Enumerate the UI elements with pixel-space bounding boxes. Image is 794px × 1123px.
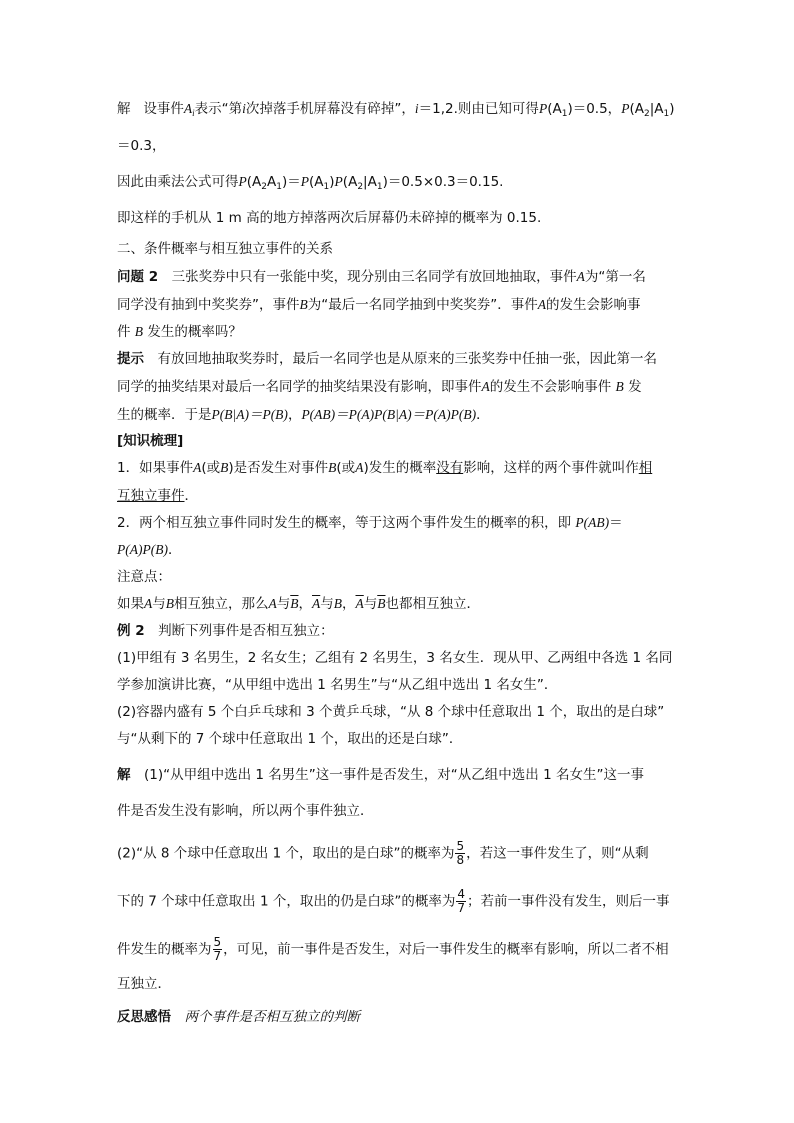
text: 互独立． <box>117 976 171 992</box>
text: 因此由乘法公式可得 <box>117 174 239 190</box>
text: 的发生会影响事 <box>546 297 641 313</box>
numerator: 5 <box>213 935 222 949</box>
note-heading <box>117 568 171 586</box>
text: )发生的概率 <box>363 460 437 476</box>
text: 件 <box>117 324 131 340</box>
text: |A <box>363 174 377 190</box>
example-solution-line-2 <box>117 802 374 820</box>
text: (2)“从 8 个球中任意取出 1 个，取出的是白球”的概率为 <box>117 845 455 862</box>
text: 即这样的手机从 1 m 高的地方掉落两次后屏幕仍未碎掉的概率为 0.15. <box>117 210 542 226</box>
sub: 2 <box>261 182 267 192</box>
denominator: 8 <box>456 853 465 867</box>
text: ，若这一事件发生了，则“从剩 <box>466 845 649 862</box>
sub: 1 <box>376 182 383 192</box>
var: B <box>328 460 337 475</box>
text: ＝ <box>609 515 623 531</box>
sub: 2 <box>643 109 650 119</box>
text: 生的概率．于是 <box>117 407 212 423</box>
text: ) <box>669 101 675 117</box>
example-solution-line-1 <box>117 766 644 784</box>
solution-label: 解 <box>117 101 131 117</box>
fill-blank: 相 <box>638 460 653 476</box>
text: 有放回地抽取奖券时，最后一名同学也是从原来的三张奖券中任抽一张，因此第一名 <box>144 351 657 367</box>
hint-line-2 <box>117 378 642 396</box>
var: P <box>300 174 310 189</box>
var: A <box>576 269 585 284</box>
text: (或 <box>336 460 356 476</box>
var: A <box>144 596 153 611</box>
text: 件是否发生没有影响，所以两个事件独立． <box>117 803 374 819</box>
text: ＝1,2.则由已知可得 <box>418 101 539 117</box>
example-part-1-line-1 <box>117 649 672 667</box>
var: B <box>134 324 144 339</box>
solution-line-4 <box>117 209 541 227</box>
example-part-2-line-1 <box>117 703 664 721</box>
text: 次掉落手机屏幕没有碎掉” <box>245 101 402 117</box>
text: ；若前一事件没有发生，则后一事 <box>466 893 670 910</box>
var: B <box>220 460 229 475</box>
knowledge-heading <box>117 432 183 450</box>
knowledge-item-1-line-2 <box>117 487 198 505</box>
var-complement: $\overline{A}$ <box>312 596 321 611</box>
var: P <box>238 174 247 189</box>
var: B <box>333 596 342 611</box>
reflection-label: 反思感悟 <box>117 1009 171 1025</box>
text: (A <box>246 174 262 190</box>
text: 1．如果事件 <box>117 460 194 476</box>
fraction-4-7 <box>456 888 466 915</box>
example-solution-line-5 <box>117 936 669 963</box>
text: 发 <box>628 379 642 395</box>
denominator: 7 <box>457 901 465 915</box>
text: 学参加演讲比赛，“从甲组中选出 1 名男生”与“从乙组中选出 1 名女生”． <box>117 677 558 693</box>
text: 也都相互独立． <box>385 596 480 612</box>
var: A <box>537 297 546 312</box>
text: ， <box>287 407 302 423</box>
formula: P(B|A)＝P(B) <box>211 407 288 422</box>
example-solution-line-6 <box>117 975 171 993</box>
text: 与 <box>276 596 291 612</box>
text: 设事件 <box>143 101 184 117</box>
text: 判断下列事件是否相互独立： <box>144 623 334 639</box>
fraction-5-7 <box>213 936 223 963</box>
text: )＝ <box>281 174 301 190</box>
text: |A <box>649 101 664 117</box>
text: )＝0.5， <box>567 101 622 117</box>
var: P <box>621 101 630 116</box>
var: i <box>414 101 419 116</box>
question-line-2 <box>117 296 641 314</box>
text: ． <box>476 407 490 423</box>
formula: P(A)P(B) <box>117 542 168 557</box>
text: 件发生的概率为 <box>117 941 212 958</box>
example-solution-line-3 <box>117 840 649 867</box>
text: )是否发生对事件 <box>228 460 329 476</box>
var: A <box>193 460 202 475</box>
heading-text: [知识梳理] <box>117 433 184 449</box>
sub: 1 <box>663 109 670 119</box>
var: A <box>268 596 277 611</box>
heading-text: 二、条件概率与相互独立事件的关系 <box>117 241 333 257</box>
text: 如果 <box>117 596 144 612</box>
text: 为“第一名 <box>584 269 646 285</box>
var: P <box>334 174 343 189</box>
sub: 1 <box>276 182 282 192</box>
text: 与 <box>152 596 166 612</box>
text: ，可见，前一事件是否发生，对后一事件发生的概率有影响，所以二者不相 <box>223 941 669 958</box>
formula: P(AB)＝P(A)P(B|A)＝P(A)P(B) <box>301 407 477 422</box>
text: (A <box>342 174 358 190</box>
solution-label: 解 <box>117 767 131 783</box>
denominator: 7 <box>213 949 222 963</box>
var-complement: $\overline{A}$ <box>355 596 364 611</box>
section-heading <box>117 240 333 258</box>
var-complement: $\overline{B}$ <box>377 596 386 611</box>
text: 为“最后一名同学抽到中奖奖券”．事件 <box>307 297 538 313</box>
sub: 1 <box>323 182 330 192</box>
question-line-3 <box>117 323 242 341</box>
text: 相互独立，那么 <box>174 596 269 612</box>
var-complement: $\overline{B}$ <box>290 596 299 611</box>
var: B <box>615 379 624 394</box>
text: ) <box>329 174 335 190</box>
solution-line-1: 解 设事件$A_i$表示“第i次掉落手机屏幕没有碎掉”，i＝1,2.则由已知可得$P(A_1)=0.5$，$P(A_2|A_1)$ <box>117 101 675 119</box>
sub: 1 <box>561 109 568 119</box>
solution-line-3 <box>117 173 503 196</box>
var: B <box>299 297 308 312</box>
fill-blank: 没有 <box>436 460 464 476</box>
text: ． <box>184 488 198 504</box>
numerator: 5 <box>456 839 465 853</box>
fill-blank: 互独立事件 <box>117 488 185 504</box>
example-solution-line-4 <box>117 888 669 915</box>
text: 与“从剩下的 7 个球中任意取出 1 个，取出的还是白球”． <box>117 731 463 747</box>
text: ． <box>167 542 182 558</box>
var: i <box>242 101 246 116</box>
text: 影响，这样的两个事件就叫作 <box>463 460 639 476</box>
text: (1)“从甲组中选出 1 名男生”这一事件是否发生，对“从乙组中选出 1 名女生”这一事 <box>130 767 644 783</box>
text: 同学没有抽到中奖奖券”，事件 <box>117 297 300 313</box>
var: A <box>481 379 490 394</box>
sub: 2 <box>357 182 364 192</box>
knowledge-item-2-line-2 <box>117 541 181 559</box>
reflection-title: 两个事件是否相互独立的判断 <box>171 1009 360 1025</box>
example-label: 例 2 <box>117 623 145 639</box>
text: 三张奖券中只有一张能中奖，现分别由三名同学有放回地抽取，事件 <box>158 269 577 285</box>
text: 的发生不会影响事件 <box>489 379 612 395</box>
sub: i <box>192 108 195 118</box>
text: (2)容器内盛有 5 个白乒乓球和 3 个黄乒乓球，“从 8 个球中任意取出 1 个，取出的是白球” <box>117 704 665 720</box>
text: ， <box>342 596 356 612</box>
text: 与 <box>320 596 334 612</box>
var: A <box>183 101 193 116</box>
text: (A <box>547 101 562 117</box>
text: )＝0.5×0.3＝0.15. <box>382 174 504 190</box>
var: B <box>165 596 174 611</box>
knowledge-item-1-line-1 <box>117 459 652 477</box>
example-heading <box>117 622 334 640</box>
text: 发生的概率吗？ <box>147 324 242 340</box>
text: 同学的抽奖结果对最后一名同学的抽奖结果没有影响，即事件 <box>117 379 482 395</box>
text: 注意点： <box>117 569 171 585</box>
text: (1)甲组有 3 名男生，2 名女生；乙组有 2 名男生，3 名女生．现从甲、乙两组中各选 1 名同 <box>117 650 673 666</box>
fraction-5-8 <box>455 840 465 867</box>
text: ＝0.3， <box>117 138 166 154</box>
question-line-1 <box>117 268 646 286</box>
hint-line-1 <box>117 350 657 368</box>
question-label: 问题 2 <box>117 269 159 285</box>
text: 表示“第 <box>194 101 243 117</box>
numerator: 4 <box>457 887 465 901</box>
text: (A <box>309 174 324 190</box>
reflection-line <box>117 1008 360 1026</box>
knowledge-item-2-line-1 <box>117 514 623 532</box>
hint-line-3 <box>117 406 490 424</box>
note-line <box>117 595 480 613</box>
solution-line-2 <box>117 137 165 155</box>
text: (A <box>629 101 644 117</box>
text: 与 <box>363 596 378 612</box>
text: 下的 7 个球中任意取出 1 个，取出的仍是白球”的概率为 <box>117 893 456 910</box>
var: A <box>355 460 364 475</box>
text: ， <box>298 596 312 612</box>
var: P <box>538 101 548 116</box>
text: (或 <box>201 460 221 476</box>
hint-label: 提示 <box>117 351 144 367</box>
example-part-1-line-2 <box>117 676 557 694</box>
formula: P(AB) <box>575 515 610 530</box>
example-part-2-line-2 <box>117 730 462 748</box>
text: A <box>267 174 277 190</box>
text: 2．两个相互独立事件同时发生的概率，等于这两个事件发生的概率的积，即 <box>117 515 572 531</box>
